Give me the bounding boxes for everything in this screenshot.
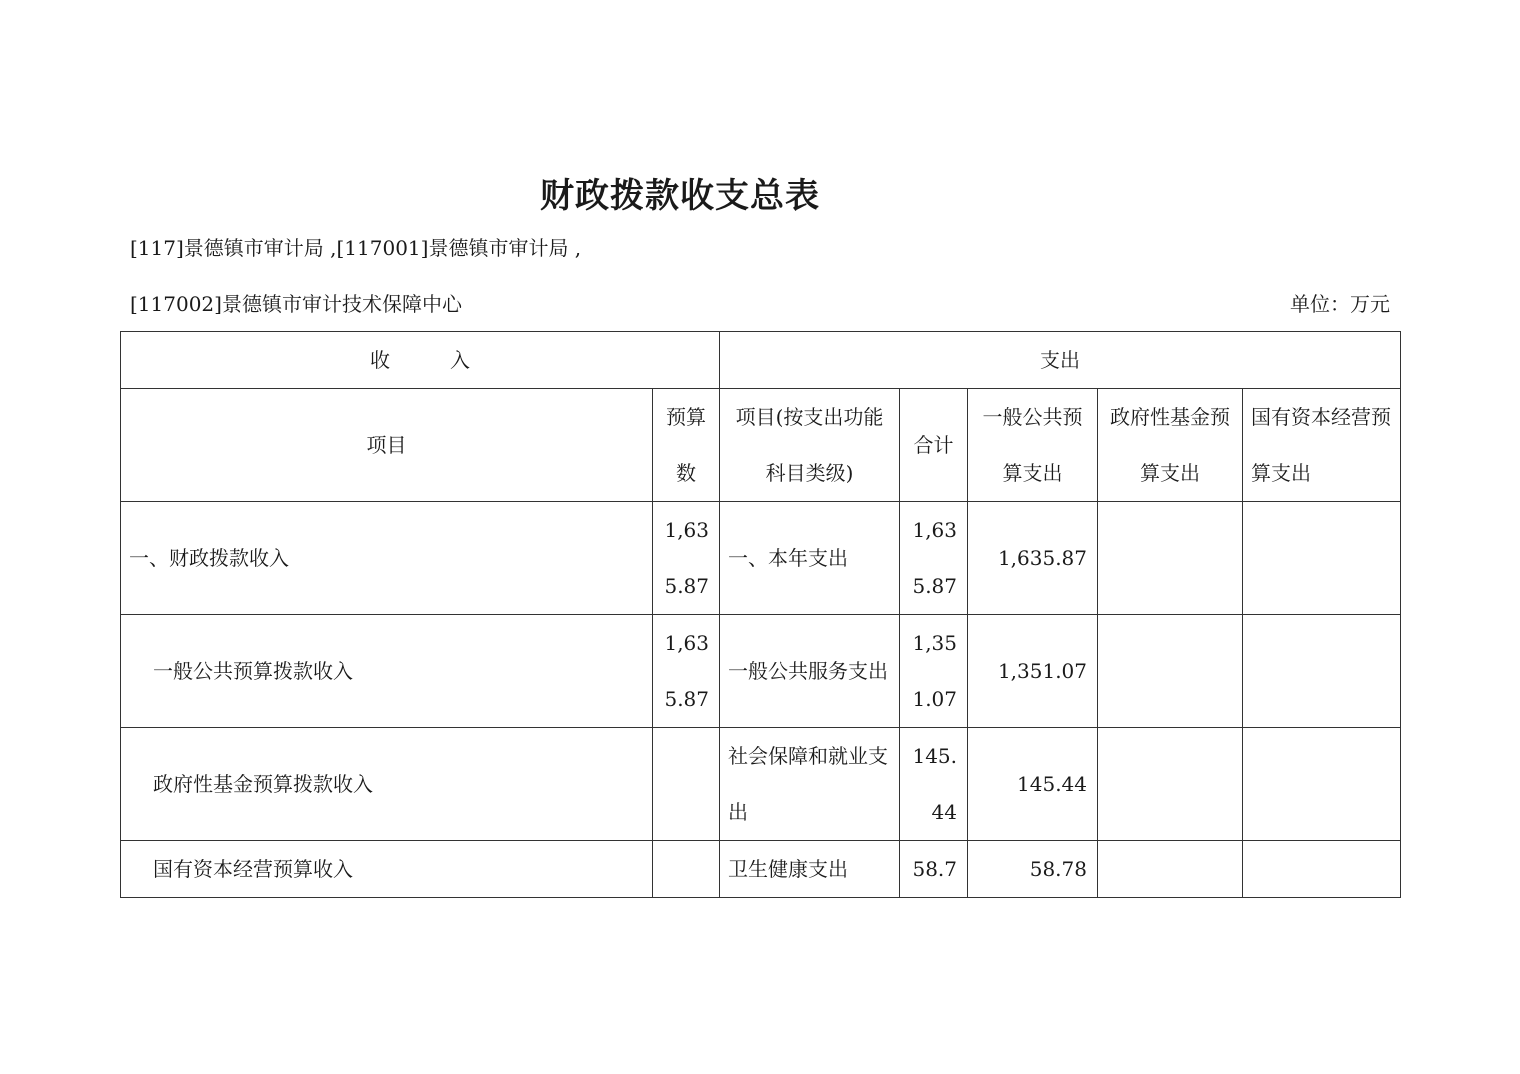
unit-label: 单位：万元 (1290, 292, 1390, 316)
expense-total: 145.44 (900, 728, 968, 841)
income-item: 国有资本经营预算收入 (121, 841, 653, 898)
expense-state-capital (1243, 502, 1401, 615)
table-row (121, 615, 1401, 728)
header-total: 合计 (900, 389, 968, 502)
table-row (121, 728, 1401, 841)
table-header-row-2 (121, 389, 1401, 502)
table-row (121, 502, 1401, 615)
expense-total: 1,635.87 (900, 502, 968, 615)
expense-state-capital (1243, 841, 1401, 898)
income-value: 1,635.87 (653, 615, 720, 728)
expense-general: 145.44 (968, 728, 1098, 841)
header-budget: 预算数 (653, 389, 720, 502)
expense-item: 一般公共服务支出 (720, 615, 900, 728)
header-state-capital: 国有资本经营预算支出 (1243, 389, 1401, 502)
header-func-item: 项目(按支出功能科目类级) (720, 389, 900, 502)
org-line-1: [117]景德镇市审计局 ,[117001]景德镇市审计局 , (130, 236, 582, 260)
expense-general: 58.78 (968, 841, 1098, 898)
table-row (121, 841, 1401, 898)
income-value (653, 841, 720, 898)
header-expense: 支出 (720, 332, 1401, 389)
expense-item: 社会保障和就业支出 (720, 728, 900, 841)
income-value: 1,635.87 (653, 502, 720, 615)
org-line-2: [117002]景德镇市审计技术保障中心 (130, 292, 462, 316)
finance-table (120, 331, 1401, 898)
expense-general: 1,351.07 (968, 615, 1098, 728)
income-value (653, 728, 720, 841)
table-header-row-1 (121, 332, 1401, 389)
income-item: 一般公共预算拨款收入 (121, 615, 653, 728)
expense-gov-fund (1098, 502, 1243, 615)
expense-item: 一、本年支出 (720, 502, 900, 615)
income-item: 政府性基金预算拨款收入 (121, 728, 653, 841)
expense-gov-fund (1098, 615, 1243, 728)
header-general: 一般公共预算支出 (968, 389, 1098, 502)
expense-gov-fund (1098, 841, 1243, 898)
page-title: 财政拨款收支总表 (540, 176, 820, 216)
income-item: 一、财政拨款收入 (121, 502, 653, 615)
expense-item: 卫生健康支出 (720, 841, 900, 898)
expense-total: 58.7 (900, 841, 968, 898)
expense-general: 1,635.87 (968, 502, 1098, 615)
expense-state-capital (1243, 728, 1401, 841)
expense-gov-fund (1098, 728, 1243, 841)
header-gov-fund: 政府性基金预算支出 (1098, 389, 1243, 502)
expense-total: 1,351.07 (900, 615, 968, 728)
header-income: 收 入 (121, 332, 720, 389)
expense-state-capital (1243, 615, 1401, 728)
header-item: 项目 (121, 389, 653, 502)
